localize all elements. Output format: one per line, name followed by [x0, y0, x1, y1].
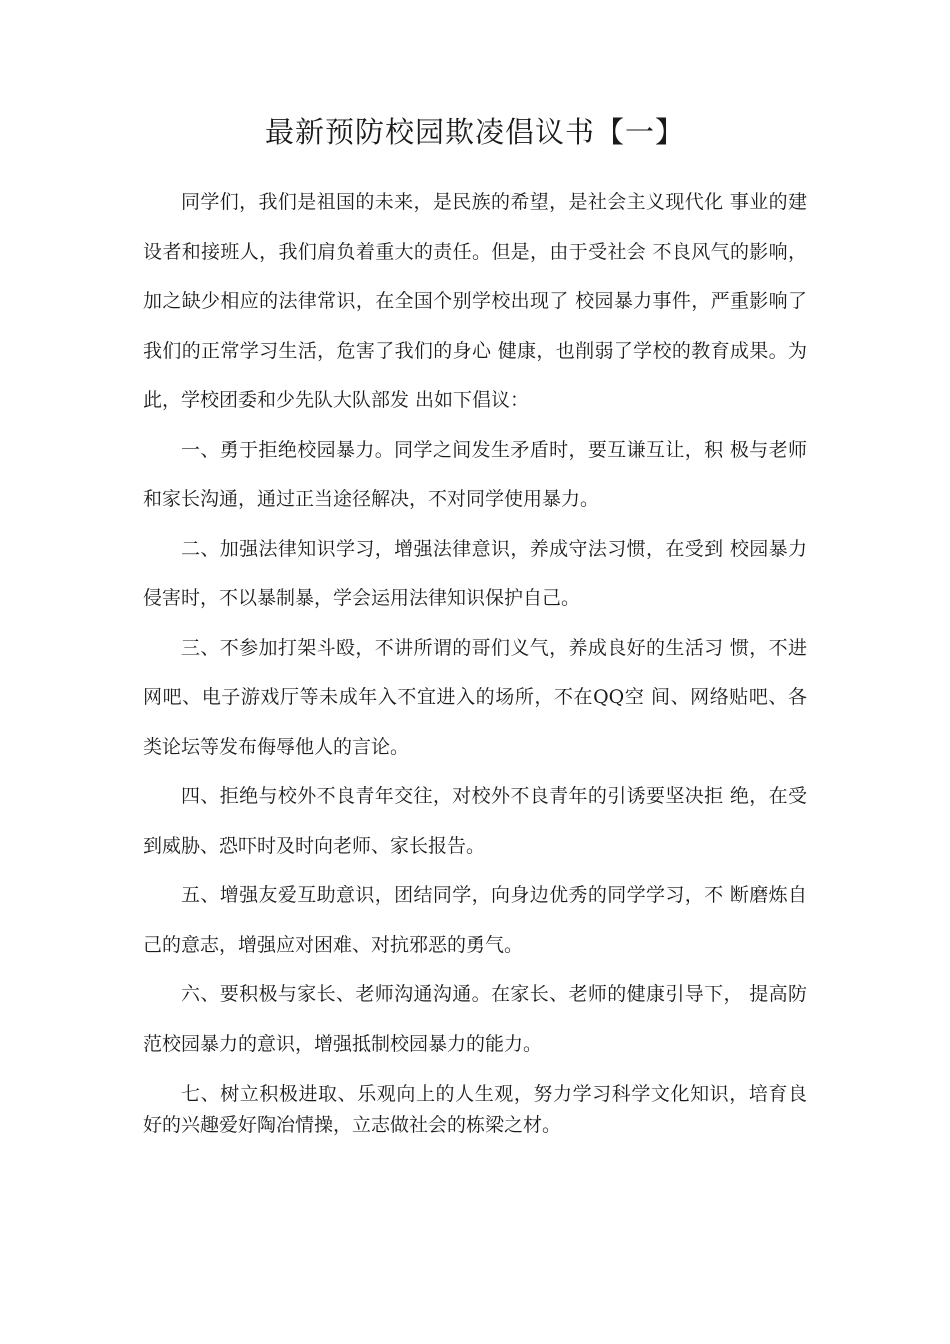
document-title: 最新预防校园欺凌倡议书【一】 — [264, 115, 685, 149]
paragraph-item-2: 二、加强法律知识学习，增强法律意识，养成守法习惯，在受到 校园暴力侵害时，不以暴制暴，学会运用法律知识保护自己。 — [143, 537, 807, 609]
paragraph-item-7: 七、树立积极进取、乐观向上的人生观，努力学习科学文化知识，培育良好的兴趣爱好陶冶情操，立志做社会的栋梁之材。 — [143, 1083, 807, 1136]
paragraph-item-6: 六、要积极与家长、老师沟通沟通。在家长、老师的健康引导下， 提高防范校园暴力的意识，增强抵制校园暴力的能力。 — [143, 983, 807, 1055]
document-body — [143, 178, 807, 1141]
paragraph-item-5: 五、增强友爱互助意识，团结同学，向身边优秀的同学学习，不 断磨炼自己的意志，增强应对困难、对抗邪恶的勇气。 — [143, 884, 807, 956]
paragraph-item-3: 三、不参加打架斗殴，不讲所谓的哥们义气，养成良好的生活习 惯，不进网吧、电子游戏厅等未成年入不宜进入的场所，不在QQ空 间、网络贴吧、各类论坛等发布侮辱他人的言论。 — [143, 636, 807, 758]
paragraph-item-1: 一、勇于拒绝校园暴力。同学之间发生矛盾时，要互谦互让，积 极与老师和家长沟通，通过正当途径解决，不对同学使用暴力。 — [143, 438, 807, 510]
paragraph-item-4: 四、拒绝与校外不良青年交往，对校外不良青年的引诱要坚决拒 绝，在受到威胁、恐吓时及时向老师、家长报告。 — [143, 785, 807, 857]
paragraph-intro: 同学们，我们是祖国的未来，是民族的希望，是社会主义现代化 事业的建设者和接班人，我们肩负着重大的责任。但是，由于受社会 不良风气的影响，加之缺少相应的法律常识，在全国个别学校出现了 校园暴力事件，严重影响了我们的正常学习生活，危害了我们的身心 健康，也削弱了学校的教育成果。为此，学校团委和少先队大队部发 出如下倡议： — [143, 191, 807, 411]
